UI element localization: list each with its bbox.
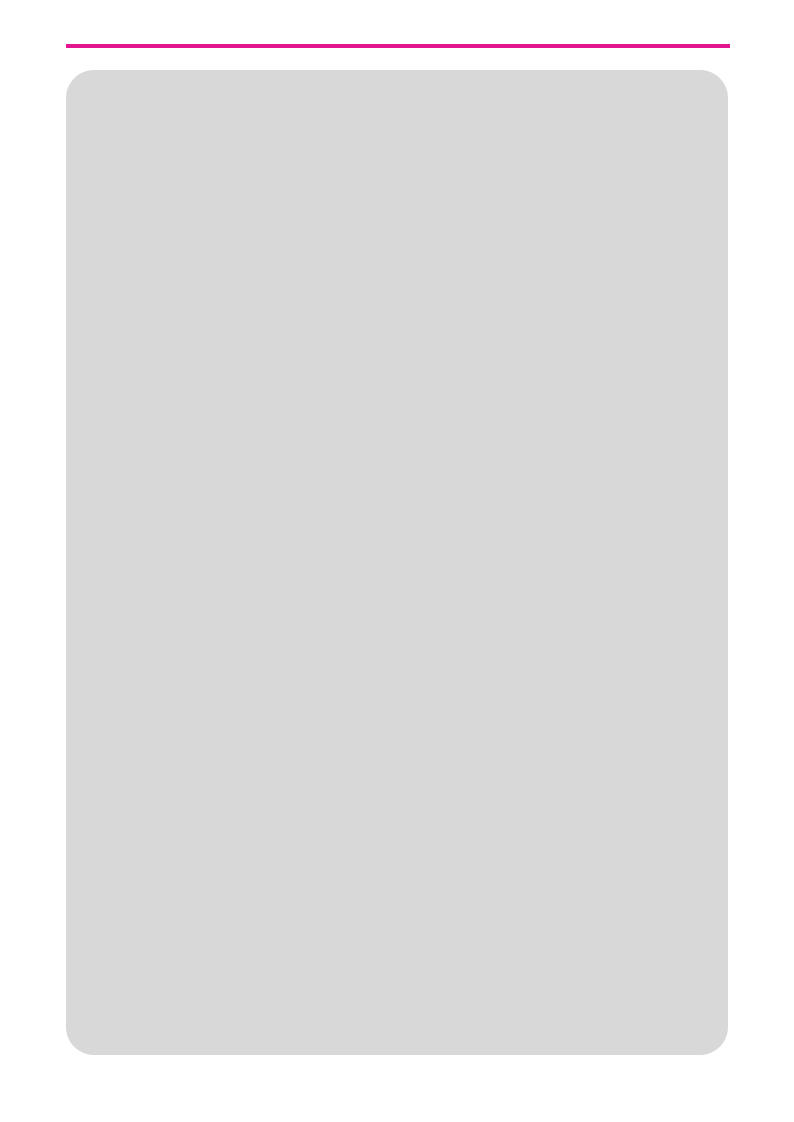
note-line xyxy=(86,146,642,165)
spacer xyxy=(86,117,714,136)
qr-code[interactable] xyxy=(654,146,714,206)
section-heading xyxy=(90,94,714,113)
report-body xyxy=(86,84,714,244)
page-footer xyxy=(66,1083,96,1098)
spacer xyxy=(86,225,714,244)
note-text xyxy=(86,146,642,206)
header-rule xyxy=(66,44,730,48)
note-block xyxy=(86,146,714,206)
spacer xyxy=(86,206,714,225)
